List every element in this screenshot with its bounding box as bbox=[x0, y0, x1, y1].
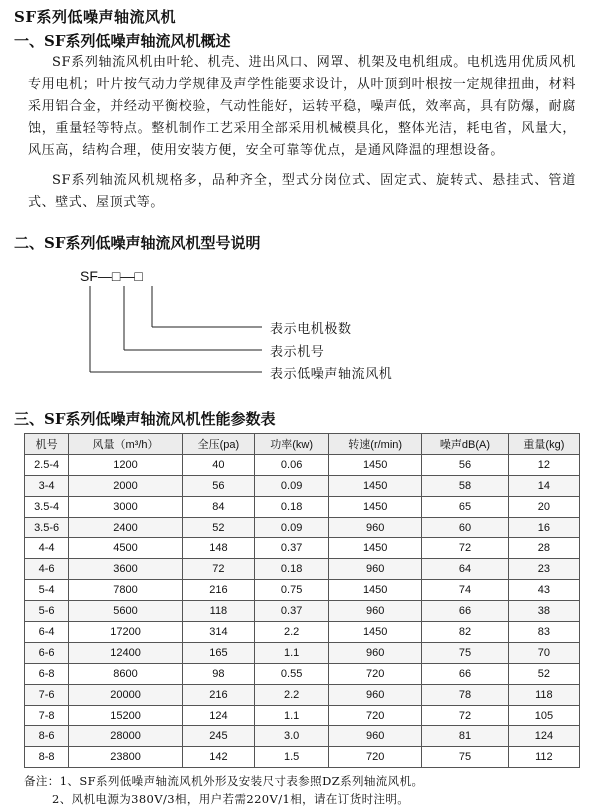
table-cell: 6-4 bbox=[25, 622, 69, 643]
table-cell: 216 bbox=[182, 580, 254, 601]
section1-heading: 一、SF系列低噪声轴流风机概述 bbox=[14, 32, 231, 50]
table-cell: 8600 bbox=[69, 663, 183, 684]
table-cell: 6-6 bbox=[25, 642, 69, 663]
table-cell: 2.2 bbox=[255, 622, 329, 643]
table-cell: 3600 bbox=[69, 559, 183, 580]
table-cell: 66 bbox=[422, 663, 509, 684]
column-header: 全压(pa) bbox=[182, 434, 254, 455]
table-cell: 0.55 bbox=[255, 663, 329, 684]
table-cell: 0.18 bbox=[255, 496, 329, 517]
table-cell: 118 bbox=[508, 684, 579, 705]
table-cell: 2.2 bbox=[255, 684, 329, 705]
table-cell: 0.37 bbox=[255, 601, 329, 622]
table-cell: 124 bbox=[508, 726, 579, 747]
table-header-row bbox=[25, 434, 580, 455]
table-cell: 8-8 bbox=[25, 747, 69, 768]
table-cell: 960 bbox=[329, 517, 422, 538]
table-cell: 20 bbox=[508, 496, 579, 517]
overview-paragraph: SF系列轴流风机由叶轮、机壳、进出风口、网罩、机架及电机组成。电机选用优质风机专用电机；叶片按气动力学规律及声学性能要求设计，从叶顶到叶根按一定规律扭曲，材料采用铝合金，并经动平衡校验，气动性能好，运转平稳，噪声低，效率高，具有防爆，耐腐蚀，重量轻等特点。整机制作工艺采用全部采用机械模具化，整体光洁，耗电省，风量大，风压高，结构合理，使用安装方便，安全可靠等优点，是通风降温的理想设备。 bbox=[28, 55, 576, 158]
table-cell: 52 bbox=[182, 517, 254, 538]
section3-heading: 三、SF系列低噪声轴流风机性能参数表 bbox=[14, 410, 276, 428]
table-cell: 314 bbox=[182, 622, 254, 643]
table-cell: 960 bbox=[329, 726, 422, 747]
table-cell: 0.09 bbox=[255, 517, 329, 538]
table-cell: 1450 bbox=[329, 496, 422, 517]
table-cell: 72 bbox=[422, 705, 509, 726]
column-header: 重量(kg) bbox=[508, 434, 579, 455]
table-row bbox=[25, 454, 580, 475]
table-row bbox=[25, 496, 580, 517]
table-cell: 20000 bbox=[69, 684, 183, 705]
table-cell: 960 bbox=[329, 684, 422, 705]
table-cell: 720 bbox=[329, 705, 422, 726]
table-cell: 960 bbox=[329, 601, 422, 622]
table-cell: 105 bbox=[508, 705, 579, 726]
table-cell: 66 bbox=[422, 601, 509, 622]
table-row bbox=[25, 601, 580, 622]
table-cell: 960 bbox=[329, 559, 422, 580]
table-cell: 56 bbox=[422, 454, 509, 475]
table-row bbox=[25, 684, 580, 705]
column-header: 机号 bbox=[25, 434, 69, 455]
table-cell: 84 bbox=[182, 496, 254, 517]
table-cell: 1450 bbox=[329, 454, 422, 475]
table-cell: 12 bbox=[508, 454, 579, 475]
table-cell: 245 bbox=[182, 726, 254, 747]
table-cell: 56 bbox=[182, 475, 254, 496]
table-cell: 1450 bbox=[329, 538, 422, 559]
table-cell: 74 bbox=[422, 580, 509, 601]
table-cell: 3.0 bbox=[255, 726, 329, 747]
table-cell: 1450 bbox=[329, 622, 422, 643]
table-cell: 17200 bbox=[69, 622, 183, 643]
table-cell: 1450 bbox=[329, 580, 422, 601]
table-cell: 64 bbox=[422, 559, 509, 580]
table-cell: 1.1 bbox=[255, 642, 329, 663]
table-cell: 4-4 bbox=[25, 538, 69, 559]
table-row bbox=[25, 622, 580, 643]
table-cell: 148 bbox=[182, 538, 254, 559]
notes bbox=[24, 772, 423, 808]
table-row bbox=[25, 475, 580, 496]
table-cell: 60 bbox=[422, 517, 509, 538]
table-cell: 12400 bbox=[69, 642, 183, 663]
column-header: 噪声dB(A) bbox=[422, 434, 509, 455]
table-cell: 78 bbox=[422, 684, 509, 705]
table-cell: 3.5-6 bbox=[25, 517, 69, 538]
table-cell: 0.75 bbox=[255, 580, 329, 601]
table-cell: 72 bbox=[182, 559, 254, 580]
table-cell: 2.5-4 bbox=[25, 454, 69, 475]
table-cell: 43 bbox=[508, 580, 579, 601]
table-cell: 118 bbox=[182, 601, 254, 622]
table-cell: 1.1 bbox=[255, 705, 329, 726]
section2-heading: 二、SF系列低噪声轴流风机型号说明 bbox=[14, 234, 261, 252]
table-cell: 28 bbox=[508, 538, 579, 559]
table-cell: 2000 bbox=[69, 475, 183, 496]
legend-motor-poles: 表示电机极数 bbox=[270, 322, 352, 337]
table-cell: 98 bbox=[182, 663, 254, 684]
table-cell: 58 bbox=[422, 475, 509, 496]
table-cell: 81 bbox=[422, 726, 509, 747]
table-cell: 2400 bbox=[69, 517, 183, 538]
table-cell: 82 bbox=[422, 622, 509, 643]
table-row bbox=[25, 559, 580, 580]
table-cell: 75 bbox=[422, 642, 509, 663]
table-cell: 3000 bbox=[69, 496, 183, 517]
table-cell: 142 bbox=[182, 747, 254, 768]
table-cell: 216 bbox=[182, 684, 254, 705]
table-cell: 40 bbox=[182, 454, 254, 475]
column-header: 功率(kw) bbox=[255, 434, 329, 455]
table-cell: 23 bbox=[508, 559, 579, 580]
variants-paragraph: SF系列轴流风机规格多，品种齐全，型式分岗位式、固定式、旋转式、悬挂式、管道式、壁式、屋顶式等。 bbox=[28, 173, 576, 210]
table-row bbox=[25, 663, 580, 684]
table-row bbox=[25, 517, 580, 538]
table-cell: 4500 bbox=[69, 538, 183, 559]
table-cell: 4-6 bbox=[25, 559, 69, 580]
table-cell: 83 bbox=[508, 622, 579, 643]
table-cell: 3.5-4 bbox=[25, 496, 69, 517]
table-cell: 6-8 bbox=[25, 663, 69, 684]
table-cell: 3-4 bbox=[25, 475, 69, 496]
table-cell: 1.5 bbox=[255, 747, 329, 768]
table-cell: 8-6 bbox=[25, 726, 69, 747]
table-cell: 65 bbox=[422, 496, 509, 517]
table-cell: 16 bbox=[508, 517, 579, 538]
table-body bbox=[25, 454, 580, 767]
table-cell: 7-8 bbox=[25, 705, 69, 726]
table-cell: 5600 bbox=[69, 601, 183, 622]
table-cell: 720 bbox=[329, 747, 422, 768]
table-cell: 165 bbox=[182, 642, 254, 663]
column-header: 风量（m³/h） bbox=[69, 434, 183, 455]
table-cell: 720 bbox=[329, 663, 422, 684]
table-row bbox=[25, 580, 580, 601]
table-cell: 124 bbox=[182, 705, 254, 726]
table-cell: 23800 bbox=[69, 747, 183, 768]
table-cell: 7-6 bbox=[25, 684, 69, 705]
column-header: 转速(r/min) bbox=[329, 434, 422, 455]
note-1: 备注：1、SF系列低噪声轴流风机外形及安装尺寸表参照DZ系列轴流风机。 bbox=[24, 774, 424, 788]
legend-fan-size: 表示机号 bbox=[270, 345, 325, 360]
table-cell: 14 bbox=[508, 475, 579, 496]
table-cell: 0.18 bbox=[255, 559, 329, 580]
table-cell: 0.06 bbox=[255, 454, 329, 475]
table-cell: 75 bbox=[422, 747, 509, 768]
table-cell: 15200 bbox=[69, 705, 183, 726]
table-cell: 7800 bbox=[69, 580, 183, 601]
model-code-diagram bbox=[72, 268, 432, 386]
table-cell: 70 bbox=[508, 642, 579, 663]
table-cell: 5-4 bbox=[25, 580, 69, 601]
table-cell: 960 bbox=[329, 642, 422, 663]
table-cell: 0.37 bbox=[255, 538, 329, 559]
table-row bbox=[25, 726, 580, 747]
table-cell: 28000 bbox=[69, 726, 183, 747]
table-cell: 1200 bbox=[69, 454, 183, 475]
table-cell: 72 bbox=[422, 538, 509, 559]
note-2: 2、风机电源为380V/3相，用户若需220V/1相，请在订货时注明。 bbox=[52, 792, 410, 806]
table-cell: 38 bbox=[508, 601, 579, 622]
table-cell: 52 bbox=[508, 663, 579, 684]
model-code: SF—□—□ bbox=[80, 268, 143, 284]
table-row bbox=[25, 642, 580, 663]
document-title: SF系列低噪声轴流风机 bbox=[14, 8, 176, 26]
table-cell: 0.09 bbox=[255, 475, 329, 496]
legend-fan-series: 表示低噪声轴流风机 bbox=[270, 367, 393, 382]
table-cell: 1450 bbox=[329, 475, 422, 496]
table-cell: 5-6 bbox=[25, 601, 69, 622]
table-cell: 112 bbox=[508, 747, 579, 768]
table-row bbox=[25, 705, 580, 726]
table-row bbox=[25, 538, 580, 559]
table-row bbox=[25, 747, 580, 768]
performance-table bbox=[24, 433, 580, 768]
